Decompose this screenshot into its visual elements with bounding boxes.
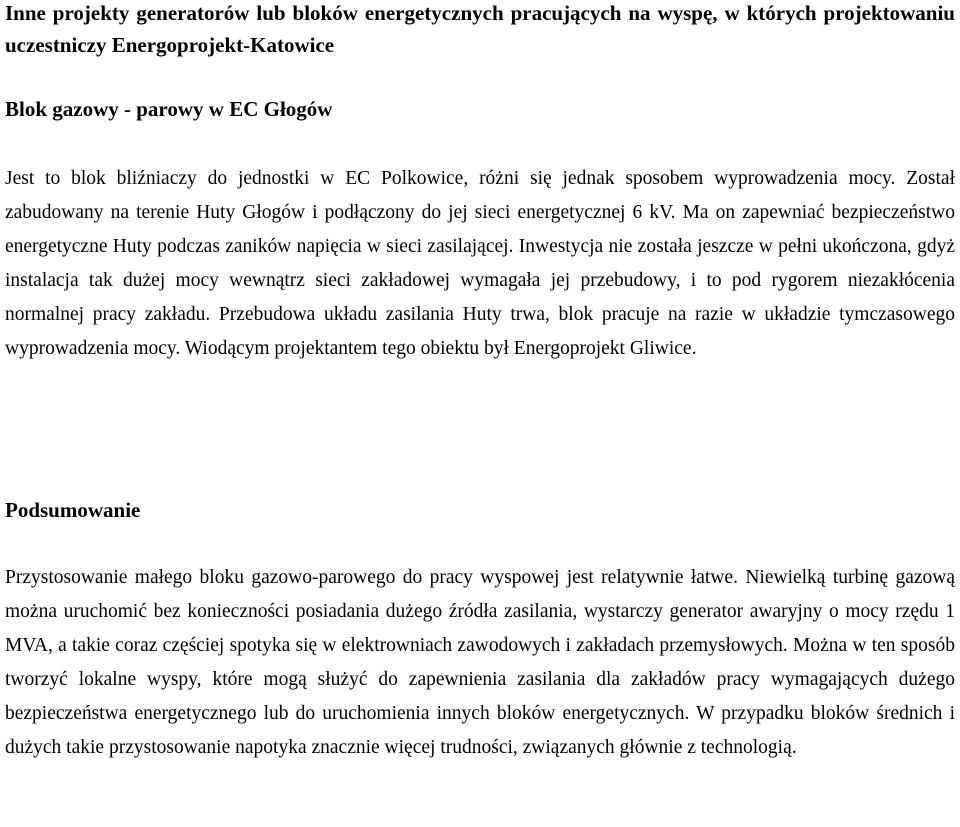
section-paragraph-glogow: Jest to blok bliźniaczy do jednostki w EC Polkowice, różni się jednak sposobem wyprowadzenia mocy. Został zabudowany na terenie Huty Głogów i podłączony do jej sieci energetycznej 6 kV. Ma on zapewniać bezpieczeństwo energetyczne Huty podczas zaników napięcia w sieci zasilającej. Inwestycja nie została jeszcze w pełni ukończona, gdyż instalacja tak dużej mocy wewnątrz sieci zakładowej wymagała jej przebudowy, i to pod rygorem niezakłócenia normalnej pracy zakładu. Przebudowa układu zasilania Huty trwa, blok pracuje na razie w układzie tymczasowego wyprowadzenia mocy. Wiodącym projektantem tego obiektu był Energoprojekt Gliwice. (5, 168, 955, 359)
document-title: Inne projekty generatorów lub bloków energetycznych pracujących na wyspę, w których projektowaniu uczestniczy Energoprojekt-Katowice (5, 1, 955, 57)
section-paragraph-summary: Przystosowanie małego bloku gazowo-parowego do pracy wyspowej jest relatywnie łatwe. Niewielką turbinę gazową można uruchomić bez konieczności posiadania dużego źródła zasilania, wystarczy generator awaryjny o mocy rzędu 1 MVA, a takie coraz częściej spotyka się w elektrowniach zawodowych i zakładach przemysłowych. Można w ten sposób tworzyć lokalne wyspy, które mogą służyć do zapewnienia zasilania dla zakładów pracy wymagających dużego bezpieczeństwa energetycznego lub do uruchomienia innych bloków energetycznych. W przypadku bloków średnich i dużych takie przystosowanie napotyka znacznie więcej trudności, związanych głównie z technologią. (5, 567, 955, 758)
section-heading-summary: Podsumowanie (5, 498, 141, 522)
section-heading-glogow: Blok gazowy - parowy w EC Głogów (5, 97, 333, 121)
